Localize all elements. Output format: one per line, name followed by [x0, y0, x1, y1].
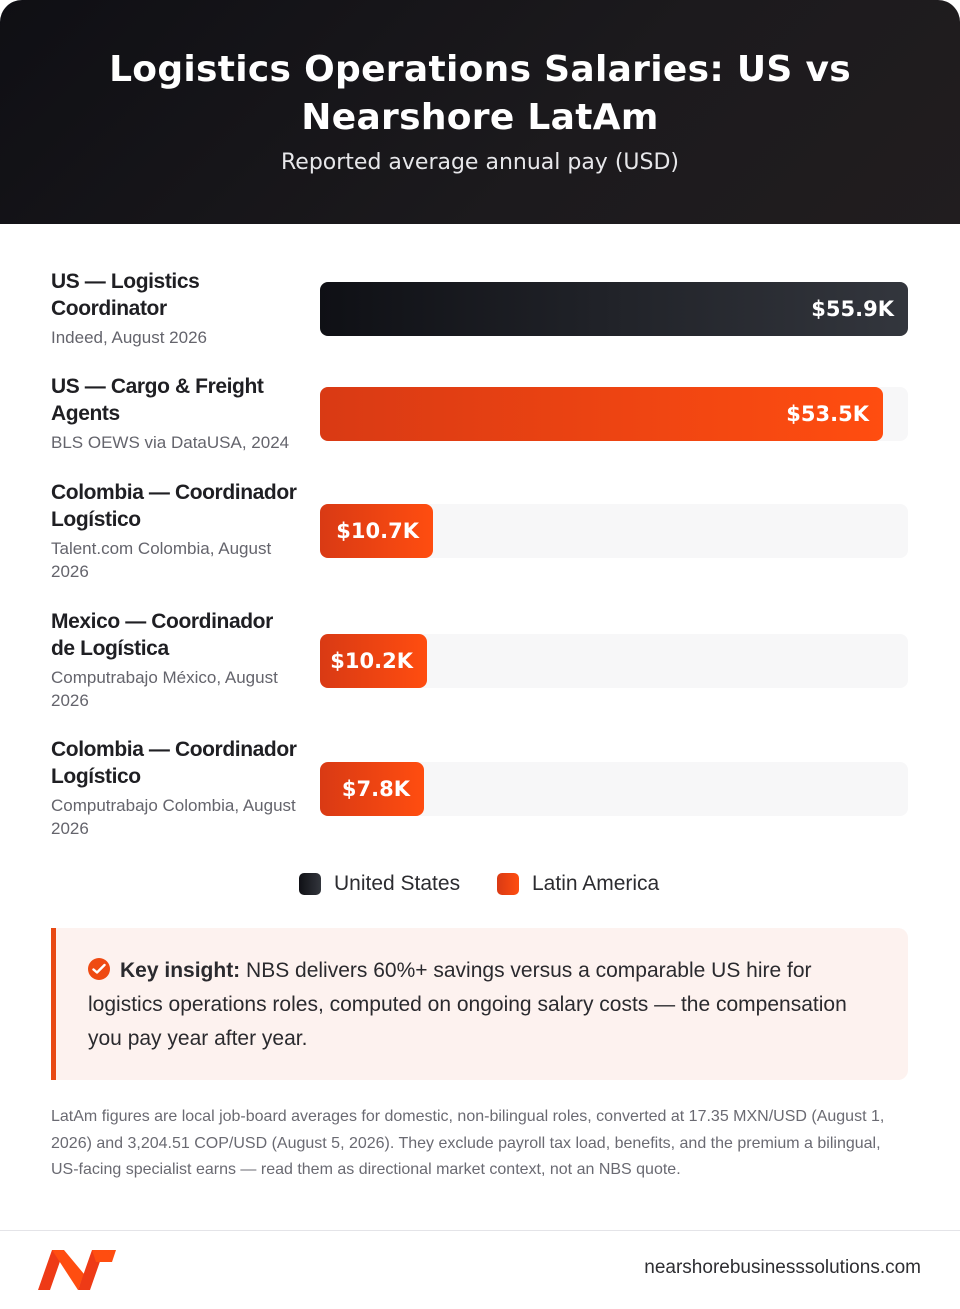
- bar-value-label: $10.2K: [330, 649, 413, 673]
- legend: [0, 872, 960, 898]
- insight-body: NBS delivers 60%+ savings versus a comparable US hire for logistics operations roles, computed on ongoing salary costs — the compensation you pay year after year.: [88, 959, 847, 1050]
- category-source: BLS OEWS via DataUSA, 2024: [51, 433, 290, 452]
- legend-label-latam: Latin America: [532, 872, 660, 895]
- category-label: [51, 736, 301, 840]
- footnote: LatAm figures are local job-board averages for domestic, non-bilingual roles, converted at 17.35 MXN/USD (August 1, 2026) and 3,204.51 COP/USD (August 5, 2026). They exclude payroll tax load, benefits, and the premium a bilingual, US-facing specialist earns — read them as directional market context, not an NBS quote.: [51, 1108, 885, 1178]
- key-insight-box: [51, 928, 908, 1080]
- bar-value-label: $53.5K: [786, 402, 869, 426]
- bar-value-label: $10.7K: [336, 519, 419, 543]
- insight-label: Key insight:: [120, 959, 241, 982]
- category-title: Mexico — Coordinador de Logística: [51, 610, 273, 660]
- bar-value-label: $55.9K: [811, 297, 894, 321]
- bar-track: [320, 762, 908, 816]
- bar-track: [320, 282, 908, 336]
- category-label: [51, 479, 301, 583]
- category-label: [51, 373, 301, 454]
- insight-text: [88, 954, 868, 1056]
- bar-latam: [320, 762, 424, 816]
- bar-latam: [320, 504, 433, 558]
- footer-divider: [0, 1230, 960, 1231]
- header: [0, 0, 960, 224]
- bar-value-label: $7.8K: [341, 777, 410, 801]
- category-title: Colombia — Coordinador Logístico: [51, 481, 297, 531]
- bar-track: [320, 387, 908, 441]
- category-source: Computrabajo Colombia, August 2026: [51, 796, 296, 838]
- bar-track: [320, 504, 908, 558]
- category-label: [51, 608, 301, 712]
- category-source: Talent.com Colombia, August 2026: [51, 539, 272, 581]
- bar-latam: [320, 634, 427, 688]
- category-source: Computrabajo México, August 2026: [51, 668, 278, 710]
- chart-title: Logistics Operations Salaries: US vs Nearshore LatAm: [109, 49, 851, 138]
- category-title: Colombia — Coordinador Logístico: [51, 738, 297, 788]
- category-source: Indeed, August 2026: [51, 328, 207, 347]
- category-label: [51, 268, 301, 349]
- legend-swatch-us: [299, 873, 321, 895]
- nbs-logo: [38, 1250, 116, 1295]
- legend-label-us: United States: [334, 872, 461, 895]
- chart-subtitle: Reported average annual pay (USD): [280, 150, 679, 175]
- check-circle-icon: [88, 958, 110, 980]
- site-url[interactable]: nearshorebusinesssolutions.com: [644, 1257, 921, 1278]
- bar-latam: [320, 387, 883, 441]
- category-title: US — Logistics Coordinator: [51, 270, 200, 320]
- legend-swatch-latam: [497, 873, 519, 895]
- bar-track: [320, 634, 908, 688]
- category-title: US — Cargo & Freight Agents: [51, 375, 264, 425]
- bar-us: [320, 282, 908, 336]
